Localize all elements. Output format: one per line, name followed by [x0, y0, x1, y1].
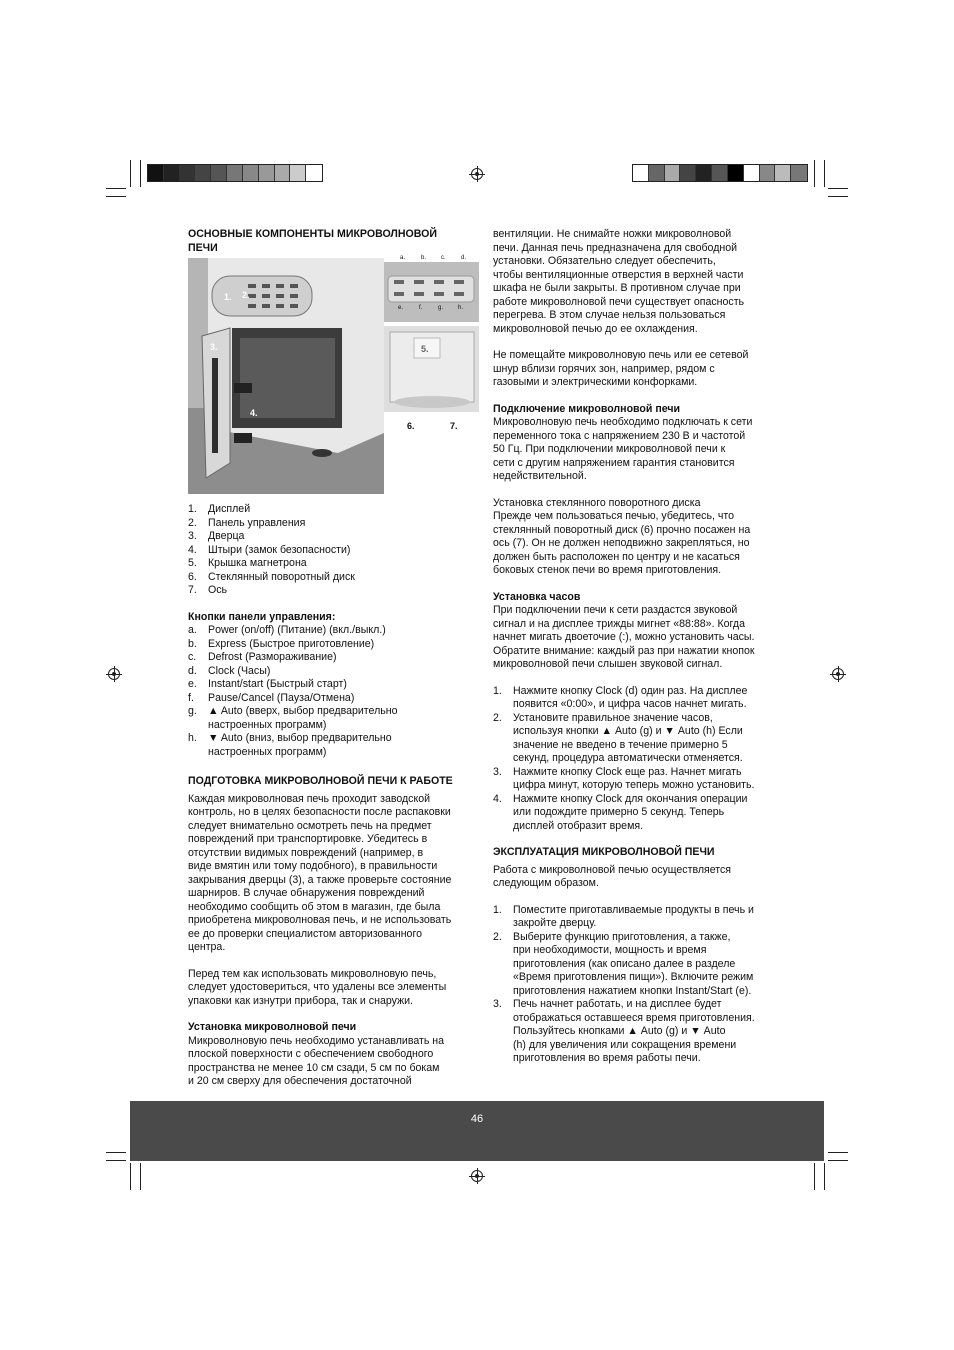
- list-item: h. ▼ Auto (вниз, выбор предварительно настроенных программ): [188, 732, 392, 758]
- callout-3: 3.: [210, 342, 218, 352]
- section-title: ОСНОВНЫЕ КОМПОНЕНТЫ МИКРОВОЛНОВОЙ: [188, 228, 437, 240]
- crop-mark: [824, 160, 825, 187]
- callout-b: b.: [421, 255, 427, 261]
- list-item: 5. Крышка магнетрона: [188, 557, 307, 569]
- install-heading: Установка микроволновой печи: [188, 1021, 357, 1033]
- clock-paragraph: При подключении печи к сети раздастся звуковой сигнал и на дисплее трижды мигнет «88:88». Когда начнет мигать двоеточие (:), можно установить часы. Обратите внимание: каждый раз при нажатии кнопок микроволновой печи слышен звуковой сигнал.: [493, 604, 755, 670]
- callout-c: c.: [441, 255, 446, 261]
- crop-mark: [814, 1163, 815, 1190]
- glass-paragraph: Установка стеклянного поворотного диска Прежде чем пользоваться печью, убедитесь, что стеклянный поворотный диск (6) прочно посажен на ось (7). Он не должен неподвижно закрепляться, но должен быть расположен по центру и не касаться боковых стенок печи во время приготовления.: [493, 496, 751, 576]
- registration-mark-icon: [471, 168, 483, 180]
- callout-h: h.: [458, 305, 464, 311]
- connection-paragraph: Микроволновую печь необходимо подключать к сети переменного тока с напряжением 230 В и частотой 50 Гц. При подключении микроволновой печи к сети с другим напряжением гарантия становится недействительной.: [493, 416, 753, 482]
- microwave-illustration: [188, 258, 384, 494]
- list-item: 1. Поместите приготавливаемые продукты в печь и закройте дверцу.: [493, 903, 754, 929]
- list-item: 4. Штыри (замок безопасности): [188, 543, 351, 556]
- callout-5: 5.: [421, 344, 429, 354]
- list-item: 3. Нажмите кнопку Clock еще раз. Начнет мигать цифра минут, которую теперь можно установить.: [493, 765, 755, 791]
- crop-mark: [140, 160, 141, 187]
- list-item: 6. Стеклянный поворотный диск: [188, 570, 355, 583]
- section-title-cont: ПЕЧИ: [188, 241, 218, 254]
- callout-2: 2.: [242, 290, 250, 300]
- crop-mark: [828, 196, 848, 197]
- registration-mark-icon: [471, 1170, 483, 1182]
- list-item: 2. Установите правильное значение часов, используя кнопки ▲ Auto (g) и ▼ Auto (h) Если значение не введено в течение примерно 5 секунд, процедура автоматически отменяется.: [493, 711, 743, 764]
- crop-mark: [828, 1152, 848, 1153]
- buttons-list: [188, 624, 483, 759]
- callout-6: 6.: [407, 421, 415, 431]
- callout-e: e.: [398, 305, 404, 311]
- crop-mark: [814, 160, 815, 187]
- list-item: 4. Нажмите кнопку Clock для окончания операции или подождите примерно 5 секунд. Теперь дисплей отобразит время.: [493, 792, 748, 832]
- left-column: [188, 228, 483, 255]
- list-item: e. Instant/start (Быстрый старт): [188, 678, 347, 690]
- callout-f: f.: [419, 305, 423, 311]
- connection-heading: Подключение микроволновой печи: [493, 402, 681, 415]
- color-bar-left: [147, 164, 323, 182]
- page-number: 46: [470, 1113, 484, 1125]
- operation-heading: ЭКСПЛУАТАЦИЯ МИКРОВОЛНОВОЙ ПЕЧИ: [493, 846, 715, 858]
- crop-mark: [130, 1163, 131, 1190]
- crop-mark: [106, 1160, 126, 1161]
- list-item: a. Power (on/off) (Питание) (вкл./выкл.): [188, 624, 386, 636]
- buttons-heading: Кнопки панели управления:: [188, 610, 336, 623]
- clock-steps: [493, 685, 793, 834]
- list-item: 7. Ось: [188, 584, 228, 596]
- list-item: 1. Нажмите кнопку Clock (d) один раз. На дисплее появится «0:00», и цифра часов начнет мигать.: [493, 684, 748, 710]
- list-item: f. Pause/Cancel (Пауза/Отмена): [188, 691, 355, 704]
- callout-a: a.: [400, 255, 406, 261]
- crop-mark: [130, 160, 131, 187]
- list-item: 3. Печь начнет работать, и на дисплее будет отображаться оставшееся время приготовления. Пользуйтесь кнопками ▲ Auto (g) и ▼ Auto (h) для увеличения или сокращения времени приготовления во время работы печи.: [493, 998, 755, 1064]
- crop-mark: [106, 196, 126, 197]
- crop-mark: [106, 1152, 126, 1153]
- list-item: 2. Выберите функцию приготовления, а также, при необходимости, мощность и время приготовления (как описано далее в разделе «Время приготовления пищи»). Включите режим приготовления нажатием кнопки Instant/Start (e).: [493, 930, 754, 997]
- crop-mark: [140, 1163, 141, 1190]
- interior-illustration: [384, 326, 479, 412]
- interior-photo: [384, 326, 479, 412]
- list-item: 1. Дисплей: [188, 503, 251, 515]
- callout-g: g.: [438, 305, 444, 311]
- registration-mark-icon: [832, 668, 844, 680]
- left-column-body: [188, 503, 483, 1089]
- crop-mark: [828, 188, 848, 189]
- operation-paragraph: Работа с микроволновой печью осуществляется следующим образом.: [493, 863, 732, 889]
- callout-4: 4.: [250, 408, 258, 418]
- crop-mark: [106, 188, 126, 189]
- install-paragraph: Микроволновую печь необходимо устанавливать на плоской поверхности с обеспечением свободного пространства не менее 10 см сзади, 5 см по бокам и 20 см сверху для обеспечения достаточной: [188, 1034, 445, 1087]
- list-item: g. ▲ Auto (вверх, выбор предварительно настроенных программ): [188, 705, 398, 731]
- control-panel-illustration: [384, 262, 479, 322]
- right-column: [493, 228, 793, 1066]
- callout-1: 1.: [224, 292, 232, 302]
- crop-mark: [824, 1163, 825, 1190]
- list-item: 2. Панель управления: [188, 516, 306, 529]
- list-item: 3. Дверца: [188, 530, 245, 542]
- ventilation-paragraph: вентиляции. Не снимайте ножки микроволновой печи. Данная печь предназначена для свободной установки. Обязательно следует обеспечить, чтобы вентиляционные отверстия в верхней части шкафа не были закрыты. В противном случае при работе микроволновой печи существует опасность перегрева. В этом случае нельзя пользоваться микроволновой печью до ее охлаждения.: [493, 228, 745, 335]
- heat-paragraph: Не помещайте микроволновую печь или ее сетевой шнур вблизи горячих зон, например, рядом с газовыми и электрическими конфорками.: [493, 349, 749, 388]
- list-item: c. Defrost (Размораживание): [188, 651, 337, 663]
- clock-heading: Установка часов: [493, 590, 581, 603]
- operation-steps: [493, 904, 793, 1066]
- callout-7: 7.: [450, 421, 458, 431]
- color-bar-right: [632, 164, 808, 182]
- prep-paragraph-2: Перед тем как использовать микроволновую печь, следует удостовериться, что удалены все элементы упаковки как изнутри прибора, так и снаружи.: [188, 967, 447, 1007]
- prep-heading: ПОДГОТОВКА МИКРОВОЛНОВОЙ ПЕЧИ К РАБОТЕ: [188, 775, 453, 787]
- components-list: [188, 503, 483, 598]
- crop-mark: [828, 1160, 848, 1161]
- microwave-photo: [188, 258, 384, 494]
- list-item: d. Clock (Часы): [188, 664, 271, 677]
- registration-mark-icon: [108, 668, 120, 680]
- list-item: b. Express (Быстрое приготовление): [188, 637, 375, 650]
- control-panel-photo: [384, 255, 479, 322]
- page-footer: [130, 1101, 824, 1161]
- callout-d: d.: [461, 255, 467, 261]
- prep-paragraph: Каждая микроволновая печь проходит заводской контроль, но в целях безопасности после распаковки следует внимательно осмотреть печь на предмет повреждений при транспортировке. Убедитесь в отсутствии видимых повреждений (например, в виде вмятин или тому подобного), в правильности закрывания дверцы (3), а также проверьте состояние шарниров. В случае обнаружения повреждений необходимо сообщить об этом в магазин, где была приобретена микроволновая печь, и не использовать ее до проверки специалистом авторизованного центра.: [188, 792, 452, 953]
